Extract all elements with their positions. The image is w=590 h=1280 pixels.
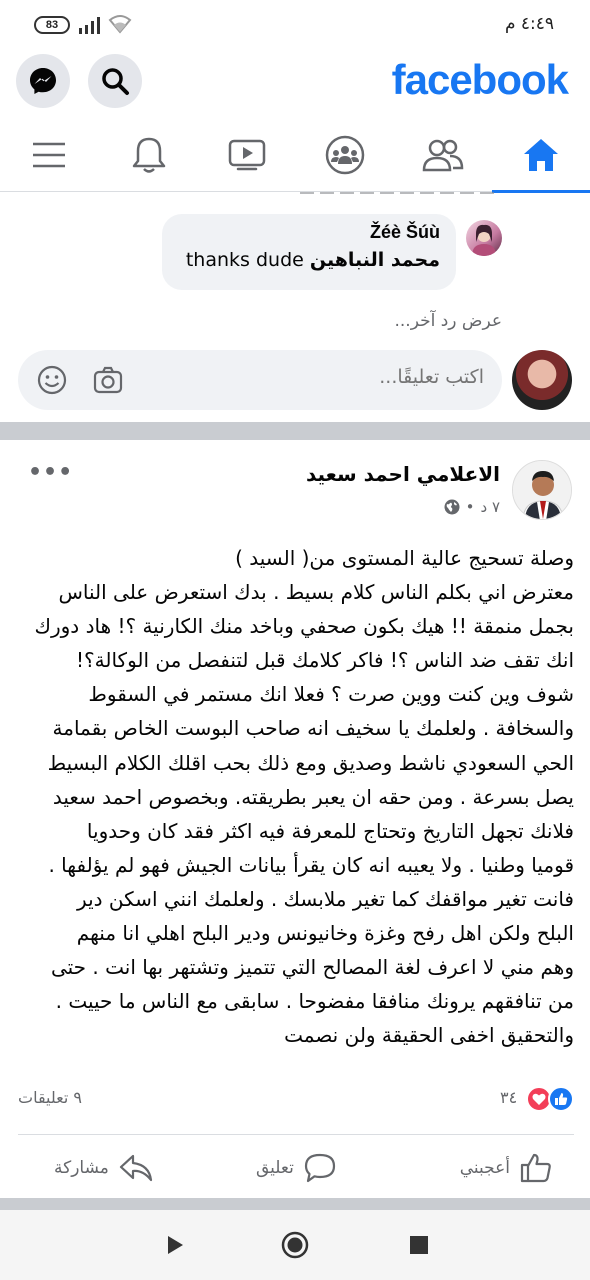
tab-menu[interactable]: [0, 118, 98, 192]
comment-button[interactable]: [256, 1148, 336, 1188]
like-label: أعجبني: [459, 1158, 510, 1178]
meta-separator: •: [465, 498, 475, 516]
reply-author-name[interactable]: Žéè Šúù: [369, 222, 440, 242]
post-author-avatar[interactable]: [512, 460, 572, 520]
messenger-icon: [27, 65, 59, 97]
reply-bubble[interactable]: [162, 214, 456, 290]
tab-groups[interactable]: [296, 118, 394, 192]
post-text-line: يصل بسرعة . ومن حقه ان يعبر بطريقته. وبخصوص احمد سعيد: [52, 784, 574, 809]
post-text-line: شوف وين كنت ووين صرت ؟ فعلا انك مستمر في السقوط: [88, 682, 574, 707]
wifi-icon: [108, 14, 132, 34]
share-arrow-icon: [119, 1153, 153, 1183]
emoji-icon[interactable]: [36, 364, 68, 396]
main-tabs: [0, 118, 590, 192]
reply-message: thanks dude: [185, 249, 304, 271]
post-text: [18, 541, 574, 1052]
share-label: مشاركة: [54, 1158, 109, 1178]
avatar-image: [513, 461, 572, 520]
tab-notifications[interactable]: [100, 118, 198, 192]
menu-icon: [31, 140, 67, 170]
video-icon: [228, 139, 266, 171]
post-text-line: البلح ولكن اهل رفح وغزة وخانيونس ودير البلح اهلي انا منهم: [76, 921, 574, 946]
comment-input[interactable]: [184, 366, 484, 388]
search-icon: [100, 66, 130, 96]
tab-friends[interactable]: [394, 118, 492, 192]
actions-divider: [18, 1134, 574, 1135]
comment-composer[interactable]: [18, 350, 502, 410]
reaction-count: ٣٤: [500, 1088, 518, 1107]
post-text-line: بجمل منمقة !! هيك بكون صحفي وباخد منك الكارنية ؟! هاد دورك: [34, 614, 574, 639]
search-button[interactable]: [88, 54, 142, 108]
post-text-line: وهم مني لا اعرف لغة المصالح التي تتميز وتشتهر بها انت . حتى: [50, 955, 574, 980]
tab-watch[interactable]: [198, 118, 296, 192]
current-user-avatar: [512, 350, 572, 410]
post-text-line: الحي السعودي ناشط وصديق ومع ذلك بحب اقلك الكلام البسيط: [47, 750, 574, 775]
view-more-replies-link[interactable]: عرض رد آخر...: [394, 311, 502, 331]
reply-author-avatar[interactable]: [466, 220, 502, 256]
nav-back-button[interactable]: [160, 1230, 190, 1260]
post-meta: [444, 498, 500, 516]
back-icon: [164, 1234, 186, 1256]
post-text-line: معترض اني بكلم الناس كلام بسيط . بدك استعرض على الناس: [58, 580, 574, 605]
post-text-line: قوميا وطنيا . ولا يعيبه انه كان يقرأ بيانات الجيش فهو لم يؤلفها .: [48, 852, 574, 877]
post-text-line: فلانك تجهل التاريخ وتحتاج للمعرفة فيه اكثر فقد كان وحدويا: [86, 818, 574, 843]
globe-icon: [444, 499, 460, 515]
post-text-line: والتحقيق اخفى الحقيقة ولن نصمت: [284, 1023, 574, 1048]
post-text-line: وصلة تسحيج عالية المستوى من( السيد ): [235, 546, 574, 570]
post-text-line: من تنافقهم يرونك منافقا مفضوحا . سابقى مع الناس ما حييت .: [55, 989, 574, 1014]
comment-label: تعليق: [256, 1158, 294, 1178]
reply-mention[interactable]: محمد النباهين: [309, 249, 440, 271]
post-more-options-button[interactable]: •••: [28, 460, 74, 485]
status-time: ٤:٤٩ م: [504, 14, 554, 34]
clipped-comment-text: [300, 192, 500, 202]
section-divider: [0, 422, 590, 440]
home-icon: [522, 137, 560, 173]
bell-icon: [132, 136, 166, 174]
groups-icon: [325, 135, 365, 175]
share-button[interactable]: [54, 1148, 153, 1188]
battery-icon: 83: [34, 16, 70, 34]
like-button[interactable]: [460, 1148, 552, 1188]
tab-home[interactable]: [492, 118, 590, 192]
status-bar: [0, 0, 590, 50]
post-time[interactable]: ٧ د: [480, 498, 500, 516]
recents-icon: [409, 1235, 429, 1255]
like-reaction-icon: [548, 1086, 574, 1112]
comment-bubble-icon: [304, 1153, 336, 1183]
camera-icon[interactable]: [92, 364, 124, 396]
post-text-line: فانت تغير مواقفك كما تغير ملابسك . ولعلمك انني اسكن دير: [77, 886, 574, 911]
post-text-line: والسخافة . ولعلمك يا سخيف انه صاحب البوست الخاص بقمامة: [52, 716, 574, 741]
app-header: [0, 50, 590, 110]
facebook-logo[interactable]: facebook: [391, 56, 568, 103]
friends-icon: [422, 138, 464, 172]
thumbs-up-icon: [520, 1153, 552, 1183]
reply-text: [178, 249, 440, 271]
bottom-divider: [0, 1198, 590, 1210]
post-text-line: انك تقف ضد الناس ؟! فاكر كلامك قبل لتنفصل من الوكالة؟!: [76, 648, 574, 673]
avatar-image: [466, 220, 502, 256]
system-navigation-bar: [0, 1210, 590, 1280]
post-author-name[interactable]: الاعلامي احمد سعيد: [305, 462, 500, 486]
nav-recents-button[interactable]: [404, 1230, 434, 1260]
signal-icon: [78, 16, 104, 34]
nav-home-button[interactable]: [280, 1230, 310, 1260]
home-circle-icon: [281, 1231, 309, 1259]
messenger-button[interactable]: [16, 54, 70, 108]
comment-count-link[interactable]: ٩ تعليقات: [18, 1088, 83, 1107]
